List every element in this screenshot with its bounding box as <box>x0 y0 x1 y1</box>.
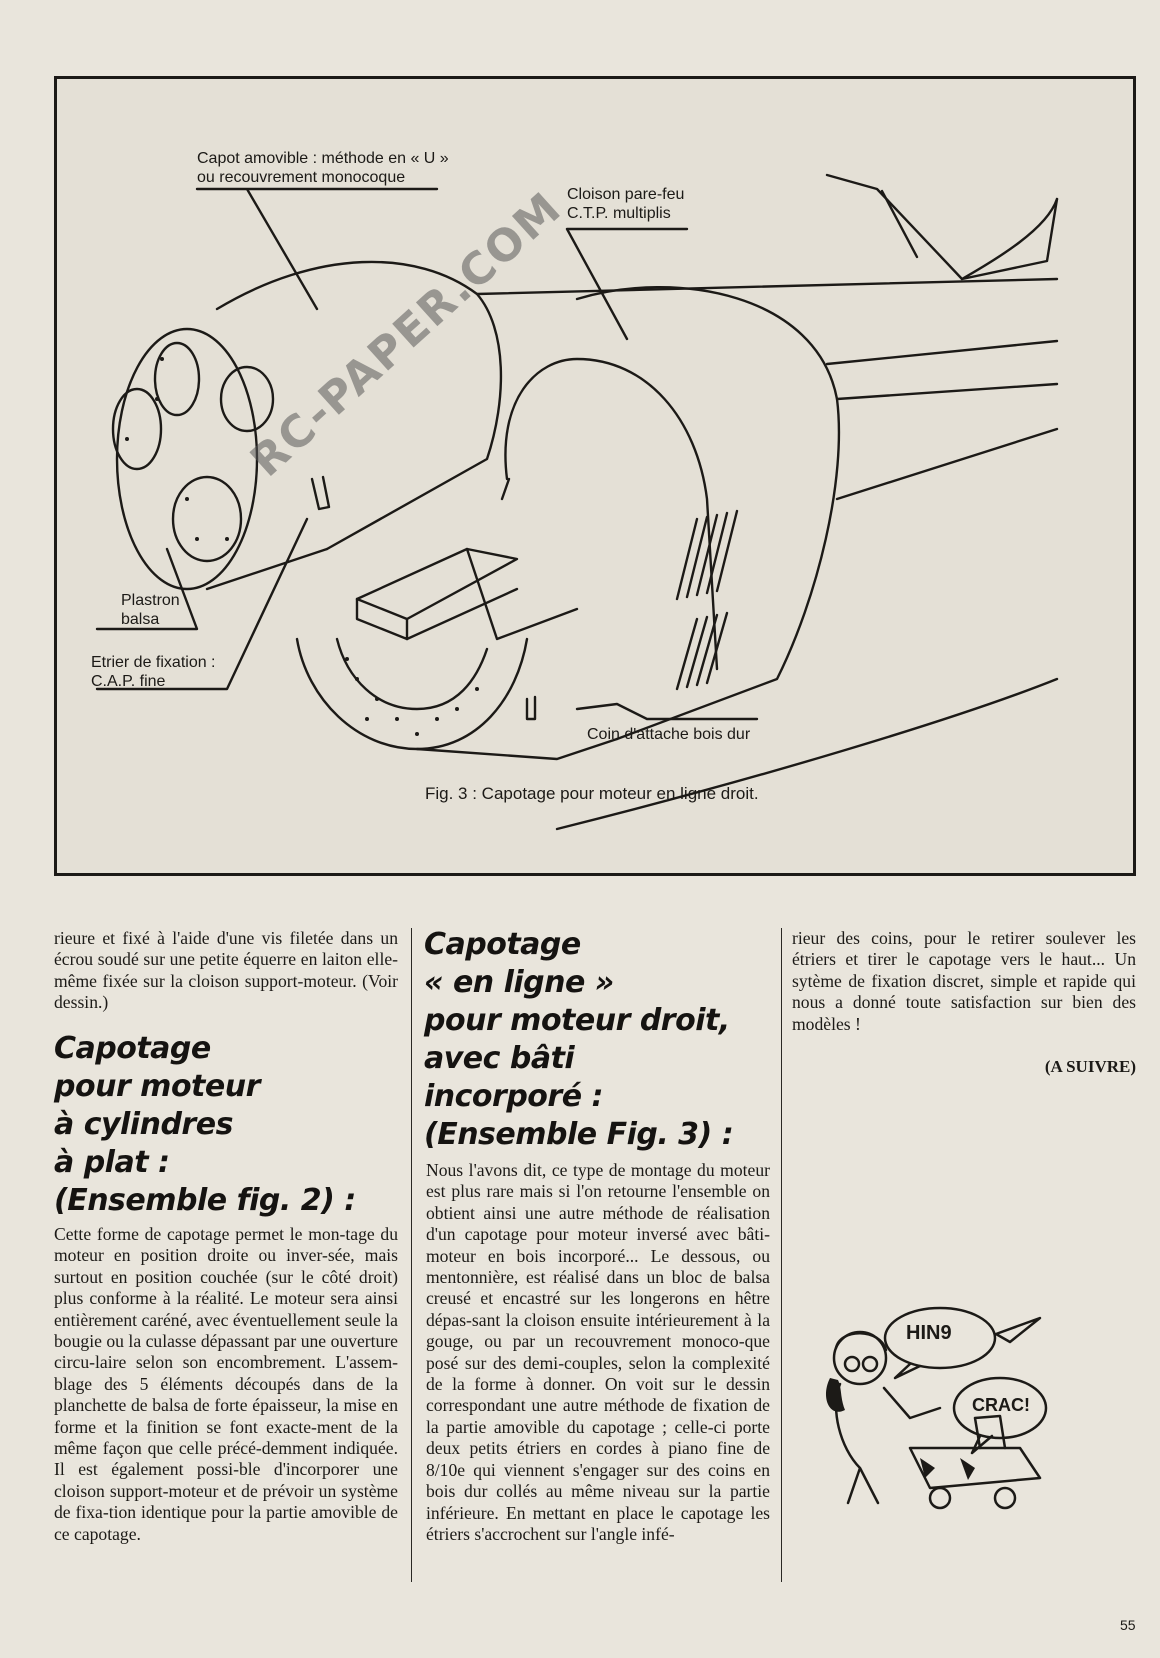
front-plate <box>117 329 257 589</box>
label-etrier <box>91 653 216 691</box>
column-1-intro: rieure et fixé à l'aide d'une vis filetée dans un écrou soudé sur une petite équerre en laiton elle-même fixée sur la cloison support-moteur. (Voir dessin.) <box>54 928 398 1013</box>
heading-2-line: « en ligne » <box>424 965 614 1000</box>
bubble-1-text: HIN9 <box>906 1322 952 1344</box>
column-3-body-text: rieur des coins, pour le retirer soulever les étriers et tirer le capotage vers le haut... Un sytème de fixation discret, simple et rapide qui nous a donné toute satisfaction sur bien des modèles ! <box>792 928 1136 1034</box>
fuselage-top-line <box>477 279 1057 294</box>
label-etrier-line2: C.A.P. fine <box>91 673 166 690</box>
column-rule-2 <box>781 928 782 1582</box>
attach-wedge <box>527 697 535 719</box>
figure-caption: Fig. 3 : Capotage pour moteur en ligne droit. <box>425 784 759 803</box>
label-cloison <box>567 185 684 223</box>
bubble-2-text: CRAC! <box>972 1395 1030 1415</box>
paper-plane <box>996 1318 1040 1342</box>
watermark: RC-PAPER.COM <box>241 182 572 487</box>
column-rule-1 <box>411 928 412 1582</box>
label-coin: Coin d'attache bois dur <box>587 726 751 743</box>
cartoon-illustration <box>800 1298 1060 1518</box>
heading-1-line: Capotage <box>54 1031 211 1066</box>
label-etrier-line1: Etrier de fixation : <box>91 654 216 671</box>
heading-cylindres-a-plat <box>54 1030 398 1220</box>
label-capot <box>197 149 449 187</box>
heading-1-line: à plat : <box>54 1145 170 1180</box>
column-2-body-text: Nous l'avons dit, ce type de montage du moteur est plus rare mais si l'on retourne l'ensemble on obtient ainsi une autre méthode de réalisation d'un capotage pour moteur inversé avec bâti-moteur en bois incorporé... Le dessous, ou mentonnière, est réalisé dans un bloc de balsa creusé et encastré sur les longerons en hêtre dépas-sant la cloison ensuite intérieurement à la gouge, ou par un recouvrement monoco-que posé sur des demi-couples, selon la complexité de la forme à donner. On voit sur le dessin correspondant une autre méthode de fixation de la partie amovible du capotage ; celle-ci porte deux petits étriers en cordes à piano fine de 8/10e qui viennent s'engager sur des coins en bois dur collés au même niveau sur la partie inférieure. En mettant en place le capotage les étriers s'accrochent sur l'angle infé- <box>426 1160 770 1544</box>
engine-bearer-top <box>357 549 517 619</box>
label-plastron <box>121 591 180 629</box>
column-1 <box>54 928 398 1014</box>
page-number: 55 <box>1120 1617 1136 1633</box>
bracket <box>312 477 329 509</box>
column-2-body <box>426 1160 770 1545</box>
column-1-body <box>54 1224 398 1545</box>
chin-block <box>297 639 527 749</box>
heading-1-line: à cylindres <box>54 1107 233 1142</box>
figure-3 <box>54 76 1136 876</box>
heading-2-line: Capotage <box>424 927 581 962</box>
heading-2-line: (Ensemble Fig. 3) : <box>424 1117 734 1152</box>
label-cloison-line2: C.T.P. multiplis <box>567 205 671 222</box>
label-plastron-line2: balsa <box>121 611 160 628</box>
heading-1-line: (Ensemble fig. 2) : <box>54 1183 356 1218</box>
canopy-outline <box>827 175 1057 279</box>
label-cloison-line1: Cloison pare-feu <box>567 186 685 203</box>
heading-2-line: avec bâti <box>424 1041 575 1076</box>
heading-2-line: incorporé : <box>424 1079 603 1114</box>
label-capot-line1: Capot amovible : méthode en « U » <box>197 150 449 167</box>
heading-1-line: pour moteur <box>54 1069 260 1104</box>
firewall-arch <box>505 359 717 669</box>
a-suivre: (A SUIVRE) <box>1044 1057 1136 1076</box>
column-1-body-text: Cette forme de capotage permet le mon-tage du moteur en position droite ou inver-sée, mais surtout en position couchée (sur le côté droit) plus conforme à la réalité. Le moteur sera ainsi entièrement caréné, avec éventuellement seule la bougie ou la culasse dépassant par une ouverture circu-laire selon son encombrement. L'assem-blage des 5 éléments découpés dans de la planchette de balsa de forte épaisseur, la mise en forme et la finition se font exacte-ment de la même façon que celle précé-demment indiquée. Il est également possi-ble d'incorporer une cloison support-moteur et de prévoir un système de fixa-tion identique pour la partie amovible de ce capotage. <box>54 1224 398 1544</box>
fuselage-bottom-line <box>557 679 1057 829</box>
heading-2-line: pour moteur droit, <box>424 1003 730 1038</box>
column-3 <box>792 928 1136 1035</box>
heading-en-ligne <box>424 926 774 1154</box>
label-capot-line2: ou recouvrement monocoque <box>197 169 406 186</box>
label-plastron-line1: Plastron <box>121 592 180 609</box>
